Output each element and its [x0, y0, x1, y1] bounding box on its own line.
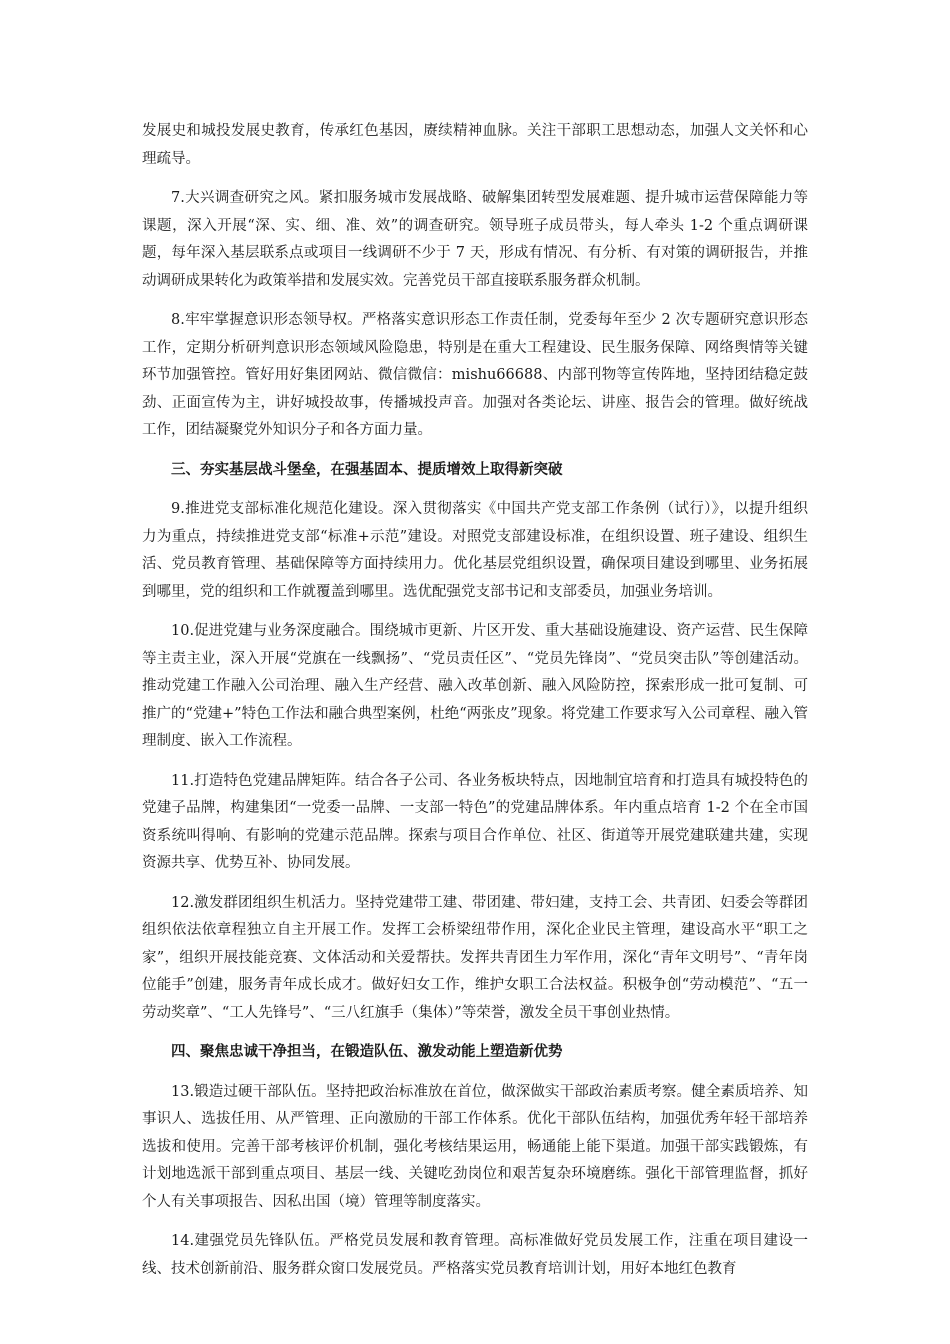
paragraph-item-9: 9.推进党支部标准化规范化建设。深入贯彻落实《中国共产党支部工作条例（试行）》，以提升组织力为重点，持续推进党支部“标准+示范”建设。对照党支部建设标准，在组织设置、班子建设、组织生活、党员教育管理、基础保障等方面持续用力。优化基层党组织设置，确保项目建设到哪里、业务拓展到哪里，党的组织和工作就覆盖到哪里。选优配强党支部书记和支部委员，加强业务培训。 — [142, 501, 808, 600]
paragraph-item-14: 14.建强党员先锋队伍。严格党员发展和教育管理。高标准做好党员发展工作，注重在项目建设一线、技术创新前沿、服务群众窗口发展党员。严格落实党员教育培训计划，用好本地红色教育 — [142, 1233, 808, 1277]
section-heading-4: 四、聚焦忠诚干净担当，在锻造队伍、激发动能上塑造新优势 — [171, 1044, 563, 1060]
paragraph-item-12: 12.激发群团组织生机活力。坚持党建带工建、带团建、带妇建，支持工会、共青团、妇委会等群团组织依法依章程独立自主开展工作。发挥工会桥梁纽带作用，深化企业民主管理，建设高水平“职工之家”，组织开展技能竞赛、文体活动和关爱帮扶。发挥共青团生力军作用，深化“青年文明号”、“青年岗位能手”创建，服务青年成长成才。做好妇女工作，维护女职工合法权益。积极争创“劳动模范”、“五一劳动奖章”、“工人先锋号”、“三八红旗手（集体）”等荣誉，激发全员干事创业热情。 — [142, 894, 808, 1021]
paragraph-item-7: 7.大兴调查研究之风。紧扣服务城市发展战略、破解集团转型发展难题、提升城市运营保障能力等课题，深入开展“深、实、细、准、效”的调查研究。领导班子成员带头，每人牵头 1-2 个重点调研课题，每年深入基层联系点或项目一线调研不少于 7 天，形成有情况、有分析、有对策的调研报告，并推动调研成果转化为政策举措和发展实效。完善党员干部直接联系服务群众机制。 — [142, 190, 808, 289]
paragraph-item-13: 13.锻造过硬干部队伍。坚持把政治标准放在首位，做深做实干部政治素质考察。健全素质培养、知事识人、选拔任用、从严管理、正向激励的干部工作体系。优化干部队伍结构，加强优秀年轻干部培养选拔和使用。完善干部考核评价机制，强化考核结果运用，畅通能上能下渠道。加强干部实践锻炼，有计划地选派干部到重点项目、基层一线、关键吃劲岗位和艰苦复杂环境磨练。强化干部管理监督，抓好个人有关事项报告、因私出国（境）管理等制度落实。 — [142, 1083, 808, 1210]
paragraph-item-8: 8.牢牢掌握意识形态领导权。严格落实意识形态工作责任制，党委每年至少 2 次专题研究意识形态工作，定期分析研判意识形态领域风险隐患，特别是在重大工程建设、民生服务保障、网络舆情等关键环节加强管控。管好用好集团网站、微信微信：mishu66688、内部刊物等宣传阵地，坚持团结稳定鼓劲、正面宣传为主，讲好城投故事，传播城投声音。加强对各类论坛、讲座、报告会的管理。做好统战工作，团结凝聚党外知识分子和各方面力量。 — [142, 312, 808, 438]
document-body — [142, 118, 808, 1295]
section-heading-3: 三、夯实基层战斗堡垒，在强基固本、提质增效上取得新突破 — [171, 461, 563, 478]
paragraph-item-10: 10.促进党建与业务深度融合。围绕城市更新、片区开发、重大基础设施建设、资产运营、民生保障等主责主业，深入开展“党旗在一线飘扬”、“党员责任区”、“党员先锋岗”、“党员突击队”等创建活动。推动党建工作融入公司治理、融入生产经营、融入改革创新、融入风险防控，探索形成一批可复制、可推广的“党建+”特色工作法和融合典型案例，杜绝“两张皮”现象。将党建工作要求写入公司章程、融入管理制度、嵌入工作流程。 — [142, 623, 808, 749]
paragraph-item-11: 11.打造特色党建品牌矩阵。结合各子公司、各业务板块特点，因地制宜培育和打造具有城投特色的党建子品牌，构建集团“一党委一品牌、一支部一特色”的党建品牌体系。年内重点培育 1-2 个在全市国资系统叫得响、有影响的党建示范品牌。探索与项目合作单位、社区、街道等开展党建联建共建，实现资源共享、优势互补、协同发展。 — [142, 772, 808, 871]
paragraph-continued: 发展史和城投发展史教育，传承红色基因，赓续精神血脉。关注干部职工思想动态，加强人文关怀和心理疏导。 — [142, 123, 808, 167]
